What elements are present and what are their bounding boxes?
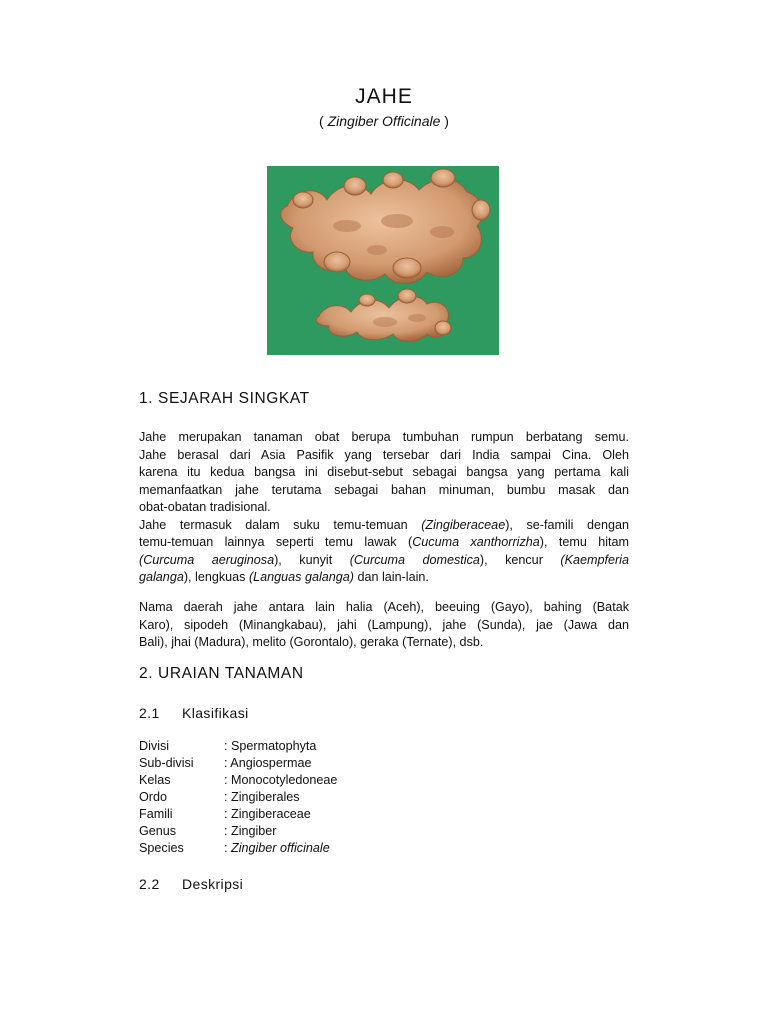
classification-list bbox=[139, 738, 337, 857]
text-run: ), temu hitam bbox=[539, 535, 630, 549]
latin-name: (Languas galanga) bbox=[248, 570, 354, 584]
subsection-heading-deskripsi bbox=[139, 876, 243, 892]
latin-name: (Curcuma domestica bbox=[349, 552, 480, 567]
text-line: obat-obatan tradisional. bbox=[139, 500, 271, 514]
section-heading-uraian: 2. URAIAN TANAMAN bbox=[139, 665, 304, 682]
classification-row bbox=[139, 806, 337, 823]
classification-key: Sub-divisi bbox=[139, 756, 194, 770]
subsection-label: Klasifikasi bbox=[182, 705, 249, 721]
classification-row bbox=[139, 840, 337, 857]
text-run: dan lain-lain. bbox=[353, 570, 429, 584]
classification-value: : Spermatophyta bbox=[224, 739, 317, 753]
subtitle-latin-name: Zingiber Officinale bbox=[327, 113, 441, 129]
text-line: Karo), sipodeh (Minangkabau), jahi (Lampung), jahe (Sunda), jae (Jawa dan bbox=[139, 617, 629, 632]
subtitle-open-paren: ( bbox=[319, 113, 324, 129]
latin-name: Zingiber officinale bbox=[231, 841, 330, 855]
paragraph-sejarah bbox=[139, 429, 629, 587]
page-title: JAHE bbox=[355, 85, 413, 108]
latin-name: galanga bbox=[139, 570, 184, 584]
classification-key: Famili bbox=[139, 807, 173, 821]
text-line: Nama daerah jahe antara lain halia (Aceh), beeuing (Gayo), bahing (Batak bbox=[139, 600, 629, 614]
classification-key: Divisi bbox=[139, 739, 170, 753]
text-line: memanfaatkan jahe terutama sebagai bahan minuman, bumbu masak dan bbox=[139, 482, 629, 497]
latin-name: (Kaempferia bbox=[560, 552, 629, 567]
subsection-number: 2.2 bbox=[139, 876, 160, 892]
classification-value: : Angiospermae bbox=[224, 756, 312, 770]
classification-key: Ordo bbox=[139, 790, 167, 804]
text-line bbox=[139, 517, 629, 535]
latin-name: Cucuma xanthorrizha bbox=[412, 535, 540, 549]
text-line: Bali), jhai (Madura), melito (Gorontalo), geraka (Ternate), dsb. bbox=[139, 635, 484, 649]
page-subtitle bbox=[0, 113, 768, 129]
classification-key: Genus bbox=[139, 824, 177, 838]
text-run: temu-temuan lainnya seperti temu lawak ( bbox=[139, 535, 413, 549]
classification-value: : Zingiber bbox=[224, 824, 277, 838]
classification-value bbox=[224, 840, 330, 857]
ginger-rhizome-photo bbox=[267, 166, 499, 355]
text-run: ), lengkuas bbox=[183, 570, 249, 584]
subtitle-close-paren: ) bbox=[444, 113, 449, 129]
text-run: ), se-famili dengan bbox=[505, 517, 629, 532]
classification-value: : Zingiberales bbox=[224, 790, 300, 804]
classification-row bbox=[139, 738, 337, 755]
text-line: Jahe merupakan tanaman obat berupa tumbuhan rumpun berbatang semu. bbox=[139, 430, 629, 444]
text-run: ), kunyit bbox=[274, 552, 350, 567]
text-line bbox=[139, 569, 629, 587]
text-line: karena itu kedua bangsa ini disebut-sebut sebagai bangsa yang pertama kali bbox=[139, 465, 629, 479]
value-prefix: : bbox=[224, 841, 231, 855]
classification-row bbox=[139, 789, 337, 806]
text-run: Jahe termasuk dalam suku temu-temuan bbox=[139, 517, 422, 532]
classification-key: Species bbox=[139, 841, 184, 855]
section-heading-sejarah: 1. SEJARAH SINGKAT bbox=[139, 390, 310, 407]
classification-row bbox=[139, 772, 337, 789]
classification-row bbox=[139, 755, 337, 772]
classification-value: : Zingiberaceae bbox=[224, 807, 311, 821]
classification-key: Kelas bbox=[139, 773, 171, 787]
classification-value: : Monocotyledoneae bbox=[224, 773, 338, 787]
subsection-label: Deskripsi bbox=[182, 876, 244, 892]
latin-name: (Curcuma aeruginosa bbox=[139, 552, 275, 567]
text-run: ), kencur bbox=[479, 552, 561, 567]
latin-name: (Zingiberaceae bbox=[421, 517, 506, 532]
subsection-heading-klasifikasi bbox=[139, 705, 249, 721]
text-line bbox=[139, 552, 629, 570]
subsection-number: 2.1 bbox=[139, 705, 160, 721]
text-line: Jahe berasal dari Asia Pasifik yang tersebar dari India sampai Cina. Oleh bbox=[139, 447, 629, 462]
classification-row bbox=[139, 823, 337, 840]
text-line bbox=[139, 534, 629, 552]
paragraph-nama-daerah bbox=[139, 599, 629, 652]
